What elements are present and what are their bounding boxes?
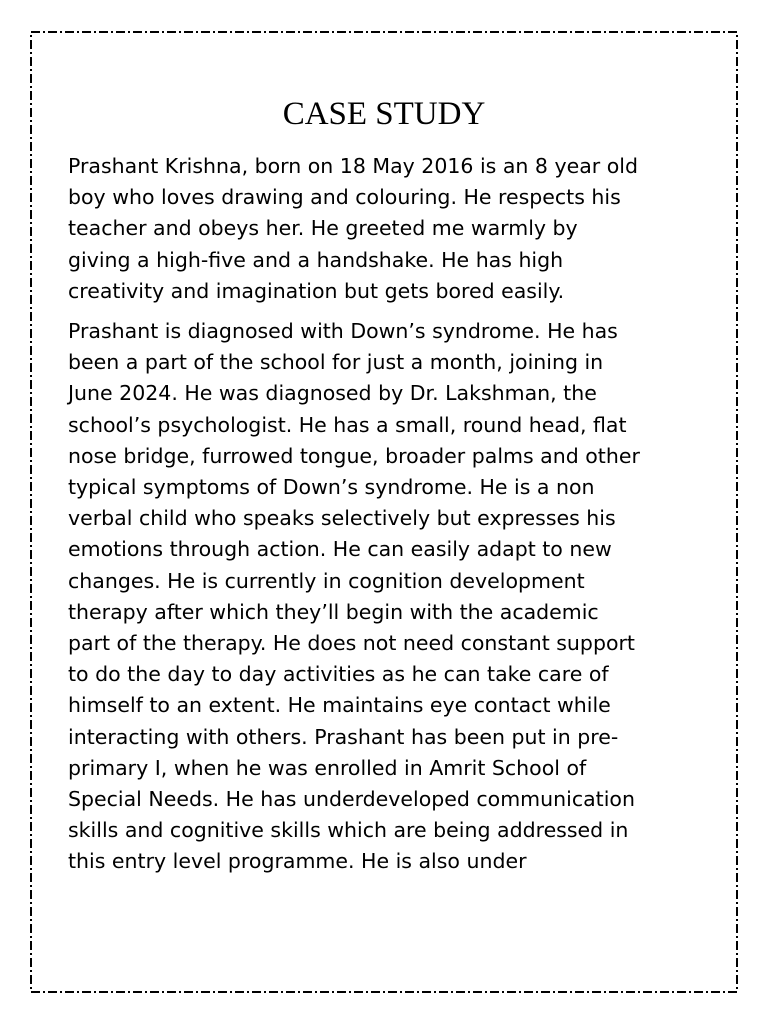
- paragraph-diagnosis: Prashant is diagnosed with Down’s syndrome. He has been a part of the school for just a month, joining in June 2024. He was diagnosed by Dr. Lakshman, the school’s psychologist. He has a small, round head, flat nose bridge, furrowed tongue, broader palms and other typical symptoms of Down’s syndrome. He is a non verbal child who speaks selectively but expresses his emotions through action. He can easily adapt to new changes. He is currently in cognition development therapy after which they’ll begin with the academic part of the therapy. He does not need constant support to do the day to day activities as he can take care of himself to an extent. He maintains eye contact while interacting with others. Prashant has been put in pre- primary I, when he was enrolled in Amrit School of Special Needs. He has underdeveloped communication skills and cognitive skills which are being addressed in this entry level programme. He is also under: [68, 319, 640, 874]
- page-title: CASE STUDY: [282, 96, 486, 132]
- case-study-body: [68, 151, 708, 887]
- paragraph-introduction: Prashant Krishna, born on 18 May 2016 is an 8 year old boy who loves drawing and colouring. He respects his teacher and obeys her. He greeted me warmly by giving a high-five and a handshake. He has high creativity and imagination but gets bored easily.: [68, 154, 638, 303]
